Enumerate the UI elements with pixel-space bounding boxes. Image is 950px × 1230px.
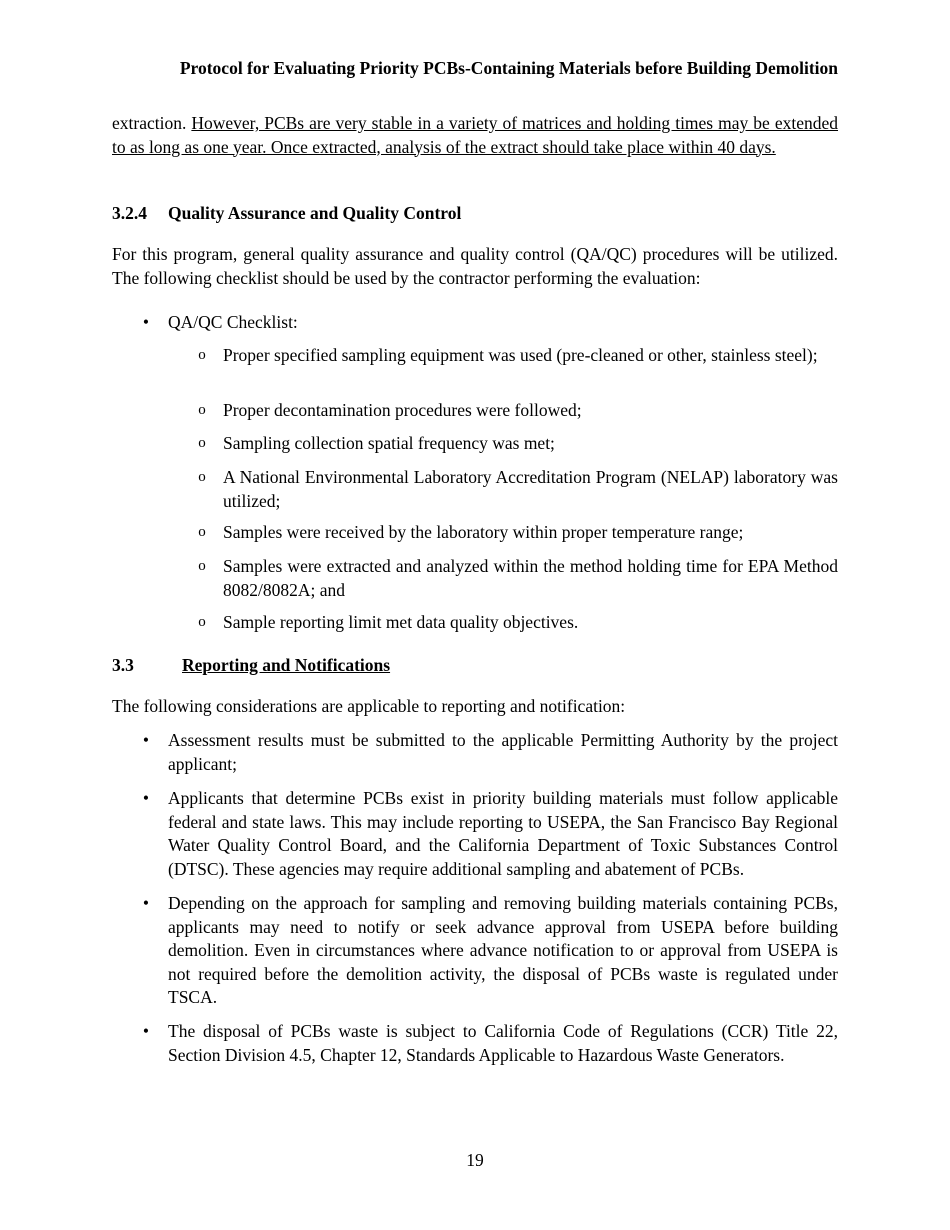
checklist-item-text: Proper specified sampling equipment was used (pre-cleaned or other, stainless steel);: [223, 345, 818, 365]
checklist-item-text: Sampling collection spatial frequency was met;: [223, 433, 555, 453]
bullet-icon: •: [142, 788, 150, 808]
sub-bullet-icon: o: [198, 402, 206, 418]
section-33-intro: The following considerations are applicable to reporting and notification:: [112, 696, 626, 716]
section-33-number: 3.3: [112, 655, 134, 675]
sub-bullet-icon: o: [198, 614, 206, 630]
reporting-bullet-text: Depending on the approach for sampling and removing building materials containing PCBs, applicants may need to notify or seek advance approval from USEPA before building demolition. Even in circumstances where advance notification to or approval from USEPA is not required before the demolition activity, the disposal of PCBs waste is regulated under TSCA.: [168, 893, 838, 1007]
bullet-icon: •: [142, 312, 150, 332]
sub-bullet-icon: o: [198, 469, 206, 485]
reporting-bullet-text: The disposal of PCBs waste is subject to California Code of Regulations (CCR) Title 22, Section Division 4.5, Chapter 12, Standards Applicable to Hazardous Waste Generators.: [168, 1021, 838, 1065]
bullet-icon: •: [142, 1021, 150, 1041]
sub-bullet-icon: o: [198, 558, 206, 574]
section-33-title: Reporting and Notifications: [182, 655, 391, 675]
section-33-heading: [112, 654, 390, 676]
sub-bullet-icon: o: [198, 347, 206, 363]
section-324-title: Quality Assurance and Quality Control: [168, 203, 462, 223]
intro-plain-text: extraction.: [112, 113, 192, 133]
checklist-item-text: Sample reporting limit met data quality objectives.: [223, 612, 579, 632]
checklist-label: QA/QC Checklist:: [168, 312, 298, 332]
bullet-icon: •: [142, 893, 150, 913]
sub-bullet-icon: o: [198, 524, 206, 540]
reporting-bullet-text: Assessment results must be submitted to the applicable Permitting Authority by the project applicant;: [168, 730, 838, 774]
section-324-heading: [112, 202, 461, 224]
reporting-bullet-text: Applicants that determine PCBs exist in priority building materials must follow applicable federal and state laws. This may include reporting to USEPA, the San Francisco Bay Regional Water Quality Control Board, and the California Department of Toxic Substances Control (DTSC). These agencies may require additional sampling and abatement of PCBs.: [168, 788, 838, 879]
checklist-item-text: Samples were extracted and analyzed within the method holding time for EPA Method 8082/8082A; and: [223, 556, 838, 600]
section-324-paragraph: For this program, general quality assurance and quality control (QA/QC) procedures will be utilized. The following checklist should be used by the contractor performing the evaluation:: [112, 244, 838, 288]
intro-underlined-text: However, PCBs are very stable in a variety of matrices and holding times may be extended to as long as one year. Once extracted, analysis of the extract should take place within 40 days.: [112, 113, 839, 157]
sub-bullet-icon: o: [198, 435, 206, 451]
page-number: 19: [466, 1150, 484, 1170]
checklist-item-text: A National Environmental Laboratory Accreditation Program (NELAP) laboratory was utilized;: [223, 467, 838, 511]
section-324-number: 3.2.4: [112, 203, 147, 223]
running-header: Protocol for Evaluating Priority PCBs-Containing Materials before Building Demolition: [179, 58, 838, 78]
intro-paragraph: [112, 112, 838, 159]
bullet-icon: •: [142, 730, 150, 750]
checklist-item-text: Proper decontamination procedures were followed;: [223, 400, 582, 420]
checklist-item-text: Samples were received by the laboratory within proper temperature range;: [223, 522, 744, 542]
